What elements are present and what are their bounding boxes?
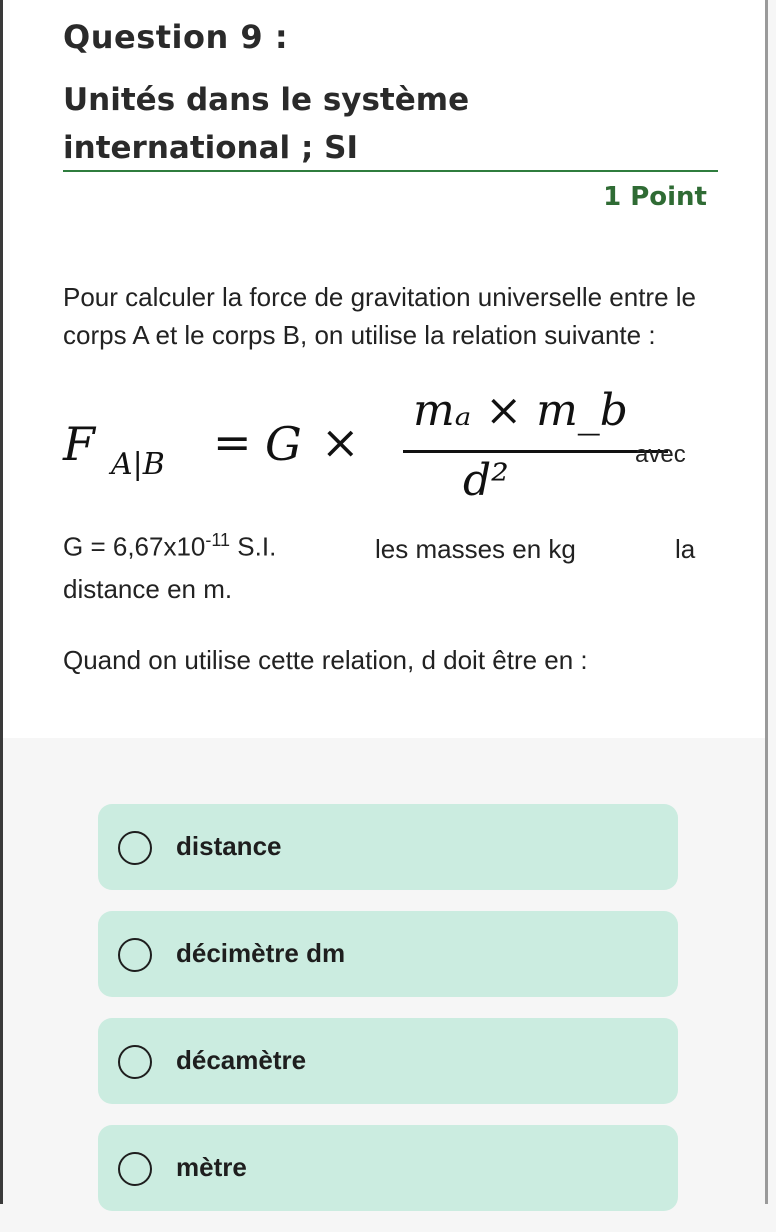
option-label: décimètre dm [176, 938, 346, 968]
formula-numerator: mₐ × m_b [413, 385, 628, 436]
answer-options [98, 804, 678, 1232]
question-title: Question 9 : [63, 18, 289, 56]
la-text: la [675, 534, 696, 564]
points-label: 1 Point [603, 182, 707, 212]
formula-constant: G [265, 417, 302, 471]
distance-unit-text: distance en m. [63, 574, 233, 604]
option-label: mètre [176, 1152, 247, 1182]
g-constant-exponent: -11 [205, 530, 231, 550]
option-decimetre[interactable] [98, 911, 678, 997]
option-metre[interactable] [98, 1125, 678, 1211]
formula-force-subscript: A|B [111, 447, 165, 482]
question-prompt: Quand on utilise cette relation, d doit être en : [63, 645, 588, 675]
divider [63, 170, 718, 172]
question-subtitle: Unités dans le système international ; SI [63, 82, 470, 166]
fraction-bar [403, 450, 668, 453]
masses-unit-text: les masses en kg [375, 534, 576, 564]
option-decametre[interactable] [98, 1018, 678, 1104]
question-card [3, 0, 765, 738]
gravitation-formula [63, 385, 628, 510]
frame-scrollbar[interactable] [765, 0, 768, 1204]
g-constant-unit: S.I. [230, 531, 277, 562]
question-body: Pour calculer la force de gravitation universelle entre le corps A et le corps B, on utilise la relation suivante : [63, 282, 697, 350]
g-constant-base: G = 6,67x10 [63, 531, 206, 562]
radio-button-icon[interactable] [118, 831, 152, 865]
formula-force: F [63, 417, 95, 471]
radio-button-icon[interactable] [118, 1152, 152, 1186]
radio-button-icon[interactable] [118, 1045, 152, 1079]
option-distance[interactable] [98, 804, 678, 890]
formula-equals: = [213, 415, 252, 469]
formula-times: × [321, 415, 360, 469]
option-label: distance [176, 831, 282, 861]
formula-denominator: d² [463, 455, 509, 506]
option-label: décamètre [176, 1045, 307, 1075]
g-constant-value [63, 530, 276, 563]
radio-button-icon[interactable] [118, 938, 152, 972]
avec-label: avec [635, 441, 686, 468]
